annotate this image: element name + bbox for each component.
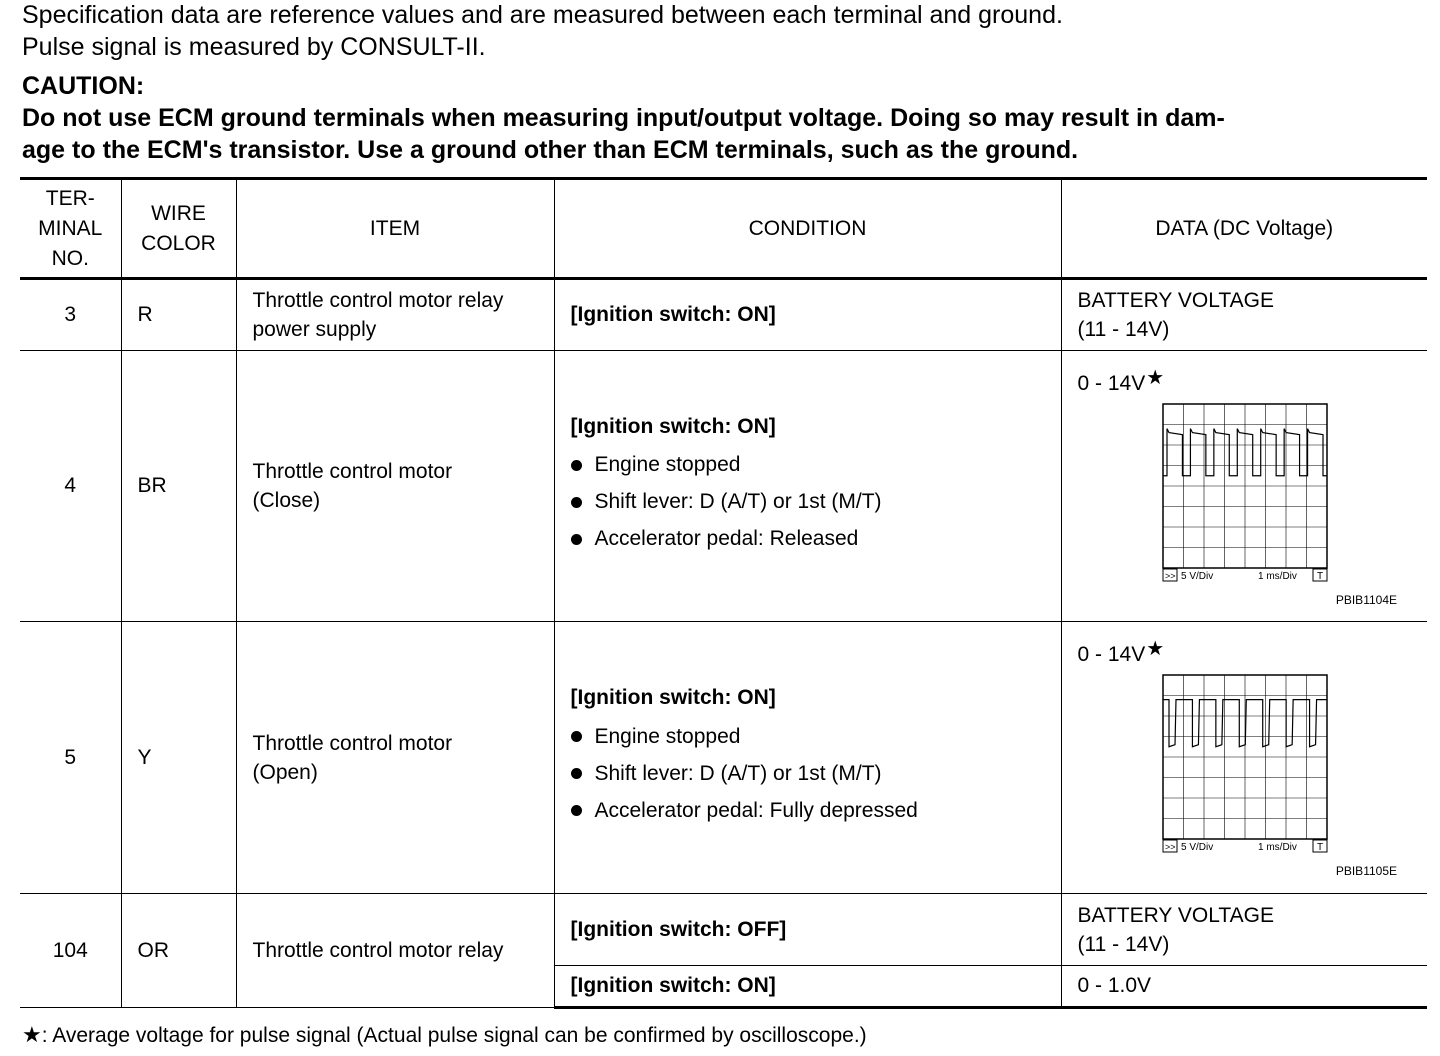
bullet-dot-icon (571, 460, 582, 471)
header-terminal-no (20, 179, 121, 279)
condition-bullet (571, 484, 1061, 521)
scope-trigger: T (1316, 571, 1323, 582)
condition (554, 622, 1061, 894)
bullet-text: Shift lever: D (A/T) or 1st (M/T) (594, 490, 882, 513)
condition (554, 351, 1061, 622)
header-item: ITEM (236, 179, 554, 279)
data-line-2: (11 - 14V) (1077, 318, 1170, 341)
voltage-value (1078, 636, 1165, 667)
wire-color: Y (121, 622, 236, 894)
header-terminal-line-1: TER- (45, 186, 95, 210)
bullet-text: Accelerator pedal: Released (594, 527, 859, 550)
condition-bullet (571, 718, 1061, 755)
item (236, 279, 554, 351)
star-icon: ★ (22, 1022, 42, 1047)
item-line-1: Throttle control motor (252, 460, 453, 483)
header-wire-color (121, 179, 236, 279)
star-icon: ★ (1146, 638, 1165, 660)
header-data: DATA (DC Voltage) (1061, 179, 1427, 279)
data-line-1: BATTERY VOLTAGE (1077, 289, 1274, 312)
data-value (1061, 622, 1427, 894)
condition-bullet (571, 792, 1061, 829)
condition-bullet (571, 521, 1061, 558)
table-row (20, 622, 1427, 894)
scope-vdiv: 5 V/Div (1180, 571, 1213, 582)
wire-color: OR (121, 894, 236, 1008)
scope-mode: >> (1164, 571, 1176, 581)
terminal-spec-table (20, 177, 1427, 1009)
caution-line-2: age to the ECM's transistor. Use a ground other than ECM terminals, such as the ground. (22, 136, 1079, 164)
table-row (20, 894, 1427, 966)
data-value: 0 - 1.0V (1061, 966, 1427, 1008)
bullet-text: Engine stopped (594, 453, 741, 476)
bullet-text: Shift lever: D (A/T) or 1st (M/T) (594, 761, 882, 785)
condition-bullet (571, 755, 1061, 792)
condition: [Ignition switch: OFF] (554, 894, 1061, 966)
bullet-dot-icon (571, 534, 582, 545)
condition-title: [Ignition switch: ON] (570, 414, 776, 438)
item (236, 622, 554, 894)
header-condition: CONDITION (554, 179, 1061, 279)
item-line-1: Throttle control motor relay (252, 289, 504, 312)
header-wire-line-2: COLOR (141, 231, 216, 255)
scope-mode: >> (1164, 842, 1176, 852)
caution-line-1: Do not use ECM ground terminals when measuring input/output voltage. Doing so may result in dam- (22, 104, 1225, 132)
footnote (22, 1022, 867, 1048)
oscilloscope-waveform (1162, 403, 1328, 583)
data-line-2: (11 - 14V) (1077, 932, 1170, 956)
figure-id: PBIB1104E (1335, 593, 1397, 607)
wire-color: R (121, 279, 236, 351)
scope-tdiv: 1 ms/Div (1257, 842, 1297, 853)
item: Throttle control motor relay (236, 894, 554, 1008)
data-line-1: BATTERY VOLTAGE (1077, 903, 1274, 927)
oscilloscope-waveform (1162, 674, 1328, 854)
bullet-dot-icon (571, 768, 582, 779)
intro-line-2: Pulse signal is measured by CONSULT-II. (22, 33, 486, 61)
table-row (20, 351, 1427, 622)
data-value (1061, 351, 1427, 622)
item-line-2: power supply (252, 318, 377, 341)
bullet-dot-icon (571, 731, 582, 742)
condition-bullet (571, 447, 1061, 484)
terminal-no: 104 (20, 894, 121, 1008)
data-value (1061, 894, 1427, 966)
voltage-value (1078, 365, 1165, 396)
table-header-row (20, 179, 1427, 279)
wire-color: BR (121, 351, 236, 622)
scope-trigger: T (1316, 842, 1323, 853)
item-line-2: (Open) (252, 760, 318, 784)
condition: [Ignition switch: ON] (554, 279, 1061, 351)
table-row (20, 279, 1427, 351)
footnote-text: : Average voltage for pulse signal (Actual pulse signal can be confirmed by oscilloscope.) (41, 1024, 867, 1047)
voltage-text: 0 - 14V (1077, 372, 1146, 395)
header-wire-line-1: WIRE (151, 201, 206, 225)
condition-title: [Ignition switch: ON] (570, 686, 776, 709)
scope-tdiv: 1 ms/Div (1257, 571, 1297, 582)
header-terminal-line-3: NO. (51, 246, 89, 270)
data-value (1061, 279, 1427, 351)
bullet-dot-icon (571, 497, 582, 508)
item-line-2: (Close) (252, 489, 321, 512)
bullet-text: Accelerator pedal: Fully depressed (594, 798, 918, 822)
scope-vdiv: 5 V/Div (1180, 842, 1213, 853)
terminal-no: 5 (20, 622, 121, 894)
terminal-no: 3 (20, 279, 121, 351)
header-terminal-line-2: MINAL (38, 216, 103, 240)
terminal-no: 4 (20, 351, 121, 622)
caution-title: CAUTION: (22, 72, 145, 100)
condition: [Ignition switch: ON] (554, 966, 1061, 1008)
star-icon: ★ (1146, 367, 1165, 389)
bullet-text: Engine stopped (594, 724, 741, 748)
bullet-dot-icon (571, 805, 582, 816)
item-line-1: Throttle control motor (252, 731, 453, 755)
caution-text (22, 102, 1426, 166)
voltage-text: 0 - 14V (1077, 643, 1146, 666)
item (236, 351, 554, 622)
figure-id: PBIB1105E (1335, 864, 1397, 878)
intro-line-1: Specification data are reference values and are measured between each terminal and ground. (22, 1, 1063, 29)
